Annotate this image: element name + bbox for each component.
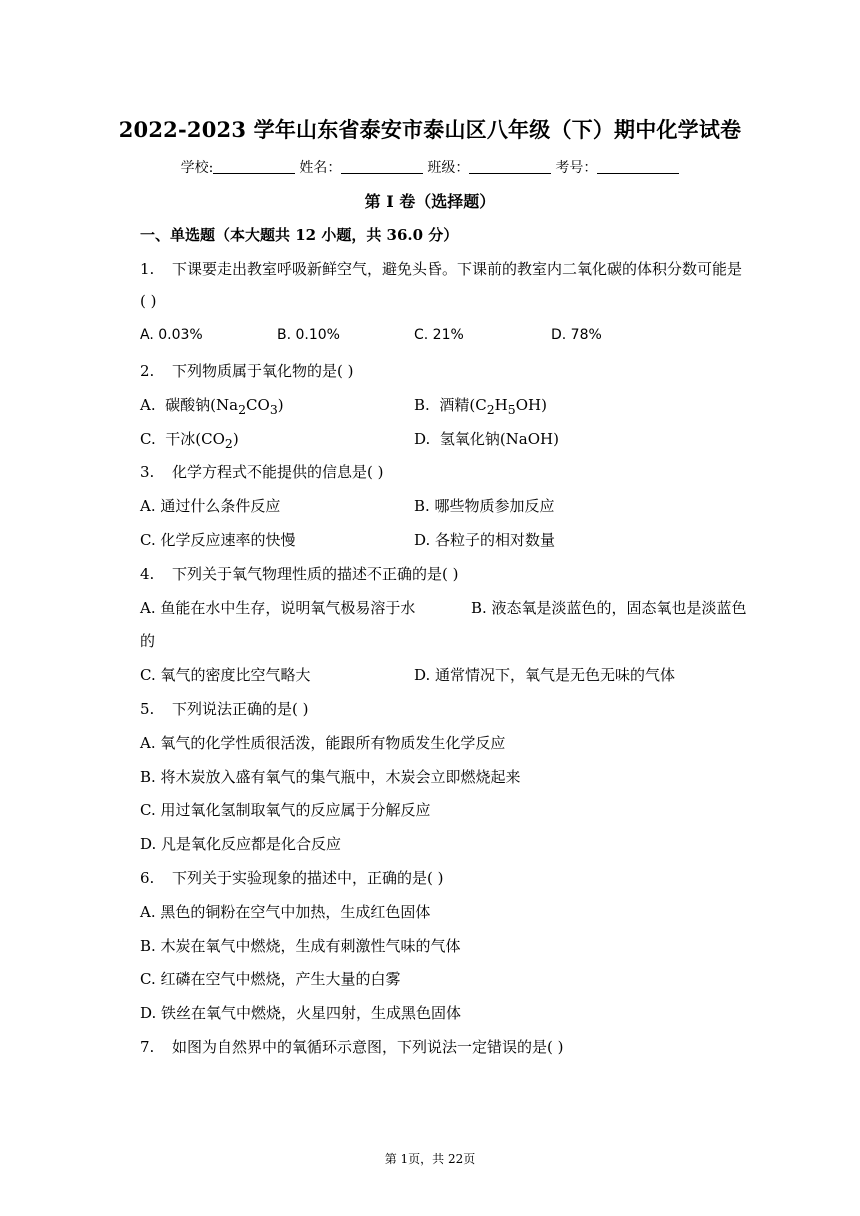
option-3d: D. 各粒子的相对数量	[414, 531, 556, 549]
option-1a: A. 0.03%	[140, 327, 203, 343]
option-key: C.	[140, 430, 156, 448]
question-number: 6.	[140, 869, 155, 887]
option-4c: C. 氧气的密度比空气略大	[140, 666, 311, 684]
option-6a: A. 黑色的铜粉在空气中加热，生成红色固体	[140, 903, 431, 921]
question-text: 下列说法正确的是( )	[172, 700, 309, 718]
option-1d: D. 78%	[551, 327, 602, 343]
option-text: H	[494, 396, 508, 414]
option-4a: A. 鱼能在水中生存，说明氧气极易溶于水	[140, 599, 416, 617]
option-5d: D. 凡是氧化反应都是化合反应	[140, 835, 342, 853]
student-info-line	[0, 157, 860, 177]
option-4b: B. 液态氧是淡蓝色的，固态氧也是淡蓝色	[471, 599, 747, 617]
question-2	[140, 360, 353, 381]
subscript: 2	[238, 402, 247, 417]
option-text: 碳酸钠(Na	[165, 396, 239, 414]
class-blank	[469, 159, 551, 174]
question-number: 3.	[140, 463, 155, 481]
question-text: 化学方程式不能提供的信息是( )	[172, 463, 384, 481]
exam-number-blank	[597, 159, 679, 174]
subscript: 5	[507, 402, 516, 417]
option-key: D.	[414, 430, 431, 448]
option-2c	[140, 428, 239, 451]
option-3b: B. 哪些物质参加反应	[414, 497, 555, 515]
option-text: 干冰(CO	[165, 430, 225, 448]
question-4	[140, 563, 458, 584]
question-number: 1.	[140, 260, 155, 278]
option-1b: B. 0.10%	[277, 327, 340, 343]
option-3a: A. 通过什么条件反应	[140, 497, 281, 515]
option-text: )	[277, 396, 284, 414]
option-4b-continuation: 的	[140, 632, 156, 650]
name-label: 姓名：	[299, 160, 342, 176]
option-key: B.	[414, 396, 430, 414]
option-key: A.	[140, 396, 156, 414]
question-number: 2.	[140, 362, 155, 380]
question-number: 5.	[140, 700, 155, 718]
question-text: 如图为自然界中的氧循环示意图，下列说法一定错误的是( )	[172, 1038, 564, 1056]
volume-heading: 第 I 卷（选择题）	[364, 192, 496, 211]
section-heading: 一、单选题（本大题共 12 小题，共 36.0 分）	[140, 226, 459, 244]
name-blank	[341, 159, 423, 174]
option-6c: C. 红磷在空气中燃烧，产生大量的白雾	[140, 970, 401, 988]
exam-number-label: 考号：	[555, 160, 598, 176]
option-text: 酒精(C	[439, 396, 487, 414]
exam-title: 2022-2023 学年山东省泰安市泰山区八年级（下）期中化学试卷	[118, 117, 742, 142]
option-5a: A. 氧气的化学性质很活泼，能跟所有物质发生化学反应	[140, 734, 506, 752]
subscript: 2	[224, 436, 233, 451]
option-4d: D. 通常情况下，氧气是无色无味的气体	[414, 666, 676, 684]
option-3c: C. 化学反应速率的快慢	[140, 531, 296, 549]
question-1	[140, 258, 742, 279]
question-5	[140, 698, 308, 719]
option-2b	[414, 394, 547, 417]
option-5b: B. 将木炭放入盛有氧气的集气瓶中，木炭会立即燃烧起来	[140, 768, 521, 786]
question-1-continuation: ( )	[140, 292, 157, 310]
option-text: CO	[246, 396, 270, 414]
question-text: 下列关于氧气物理性质的描述不正确的是( )	[172, 565, 459, 583]
option-5c: C. 用过氧化氢制取氧气的反应属于分解反应	[140, 801, 431, 819]
question-text: 下列关于实验现象的描述中，正确的是( )	[172, 869, 444, 887]
option-text: OH)	[515, 396, 547, 414]
option-6d: D. 铁丝在氧气中燃烧，火星四射，生成黑色固体	[140, 1004, 462, 1022]
school-blank	[213, 159, 295, 174]
question-7	[140, 1036, 563, 1057]
option-6b: B. 木炭在氧气中燃烧，生成有刺激性气味的气体	[140, 937, 461, 955]
subscript: 2	[486, 402, 495, 417]
option-1c: C. 21%	[414, 327, 464, 343]
subscript: 3	[269, 402, 278, 417]
option-text: )	[232, 430, 239, 448]
class-label: 班级：	[427, 160, 470, 176]
option-2a	[140, 394, 284, 417]
question-3	[140, 461, 383, 482]
question-number: 7.	[140, 1038, 155, 1056]
option-text: 氢氧化钠(NaOH)	[439, 430, 559, 448]
page-footer: 第 1页，共 22页	[384, 1152, 476, 1166]
option-2d	[414, 428, 559, 449]
question-6	[140, 867, 443, 888]
question-number: 4.	[140, 565, 155, 583]
question-text: 下课要走出教室呼吸新鲜空气，避免头昏。下课前的教室内二氧化碳的体积分数可能是	[172, 260, 743, 278]
school-label: 学校:	[180, 160, 214, 176]
question-text: 下列物质属于氧化物的是( )	[172, 362, 354, 380]
